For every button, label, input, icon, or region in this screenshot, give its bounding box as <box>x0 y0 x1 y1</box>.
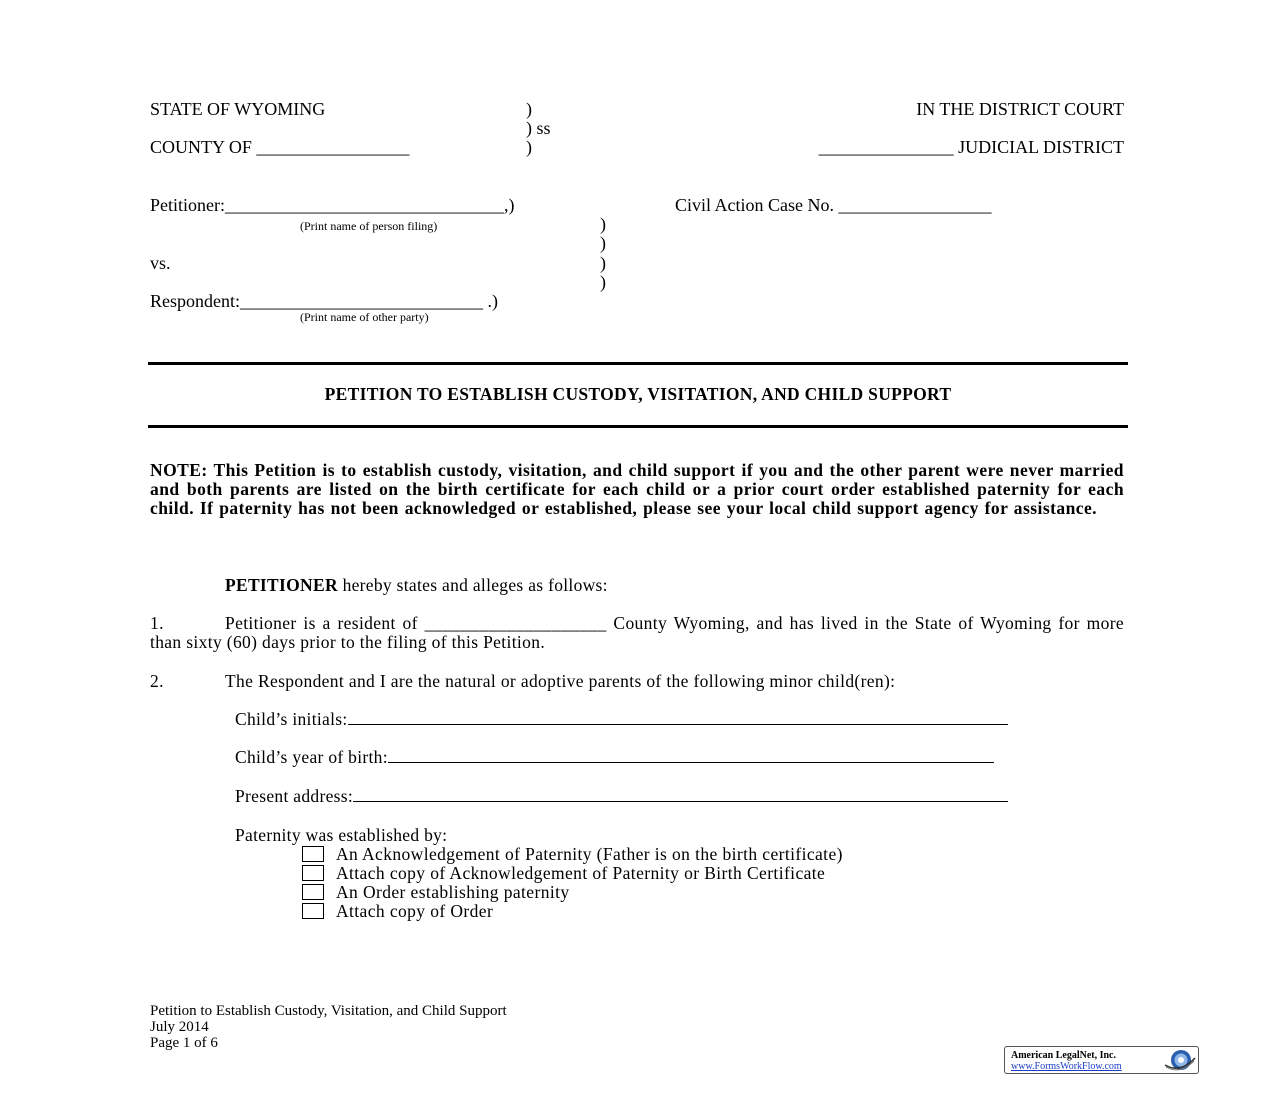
note-paragraph: NOTE: This Petition is to establish custody, visitation, and child support if you and the other parent were never married and both parents are listed on the birth certificate for each child or a prior court order established paternity for each child. If paternity has not been acknowledged or established, please see your local child support agency for assistance. <box>150 460 1124 518</box>
item-1-text[interactable]: Petitioner is a resident of ____________________ County Wyoming, and has lived in the State of Wyoming for more than sixty (60) days prior to the filing of this Petition. <box>150 613 1124 652</box>
child-birth-year-row <box>235 747 994 767</box>
case-number-field[interactable]: Civil Action Case No. _________________ <box>675 195 992 215</box>
party-paren: ) <box>600 253 606 273</box>
logo-url[interactable]: www.FormsWorkFlow.com <box>1011 1061 1122 1072</box>
party-paren: ) <box>600 214 606 234</box>
logo-name: American LegalNet, Inc. <box>1011 1050 1116 1061</box>
vs-label: vs. <box>150 253 171 273</box>
paternity-option: Attach copy of Acknowledgement of Paternity or Birth Certificate <box>336 863 826 883</box>
caption-paren: ) <box>526 137 532 157</box>
intro-rest: hereby states and alleges as follows: <box>337 575 608 595</box>
child-birth-year-label: Child’s year of birth: <box>235 747 388 767</box>
party-paren: ) <box>600 233 606 253</box>
judicial-district-field[interactable]: _______________ JUDICIAL DISTRICT <box>818 137 1124 157</box>
intro-line <box>225 575 608 595</box>
court-label: IN THE DISTRICT COURT <box>916 99 1124 119</box>
item-2-number: 2. <box>150 671 164 691</box>
legalnet-logo <box>1004 1046 1199 1074</box>
item-1 <box>150 614 1124 652</box>
county-field[interactable]: COUNTY OF _________________ <box>150 137 410 157</box>
item-2 <box>150 671 895 691</box>
petitioner-hint: (Print name of person filing) <box>300 219 438 233</box>
paternity-label: Paternity was established by: <box>235 825 448 845</box>
footer-page: Page 1 of 6 <box>150 1035 218 1051</box>
child-initials-label: Child’s initials: <box>235 709 348 729</box>
paternity-option: An Acknowledgement of Paternity (Father is on the birth certificate) <box>336 844 843 864</box>
paternity-checkbox[interactable] <box>302 884 324 900</box>
document-title: PETITION TO ESTABLISH CUSTODY, VISITATION, AND CHILD SUPPORT <box>324 384 952 404</box>
petitioner-name-field[interactable]: Petitioner:_______________________________,) <box>150 195 515 215</box>
intro-bold: PETITIONER <box>225 575 338 595</box>
paternity-checkbox[interactable] <box>302 903 324 919</box>
globe-icon <box>1162 1048 1196 1072</box>
footer-title: Petition to Establish Custody, Visitation, and Child Support <box>150 1003 507 1019</box>
item-2-text: The Respondent and I are the natural or adoptive parents of the following minor child(ren): <box>225 671 896 691</box>
child-birth-year-line[interactable] <box>388 748 994 763</box>
title-top-rule <box>148 362 1128 365</box>
present-address-label: Present address: <box>235 786 354 806</box>
party-paren: ) <box>600 272 606 292</box>
paternity-option: Attach copy of Order <box>336 901 494 921</box>
state-label: STATE OF WYOMING <box>150 99 326 119</box>
paternity-checkbox[interactable] <box>302 846 324 862</box>
ss-label: ) ss <box>526 118 551 138</box>
title-bottom-rule <box>148 425 1128 428</box>
paternity-option: An Order establishing paternity <box>336 882 570 902</box>
respondent-hint: (Print name of other party) <box>300 310 429 324</box>
item-1-number: 1. <box>150 613 164 633</box>
child-initials-line[interactable] <box>348 710 1008 725</box>
respondent-name-field[interactable]: Respondent:___________________________ .) <box>150 291 498 311</box>
child-initials-row <box>235 709 1008 729</box>
paternity-checkbox[interactable] <box>302 865 324 881</box>
present-address-line[interactable] <box>353 787 1008 802</box>
footer-date: July 2014 <box>150 1019 209 1035</box>
caption-paren: ) <box>526 99 532 119</box>
present-address-row <box>235 786 1008 806</box>
